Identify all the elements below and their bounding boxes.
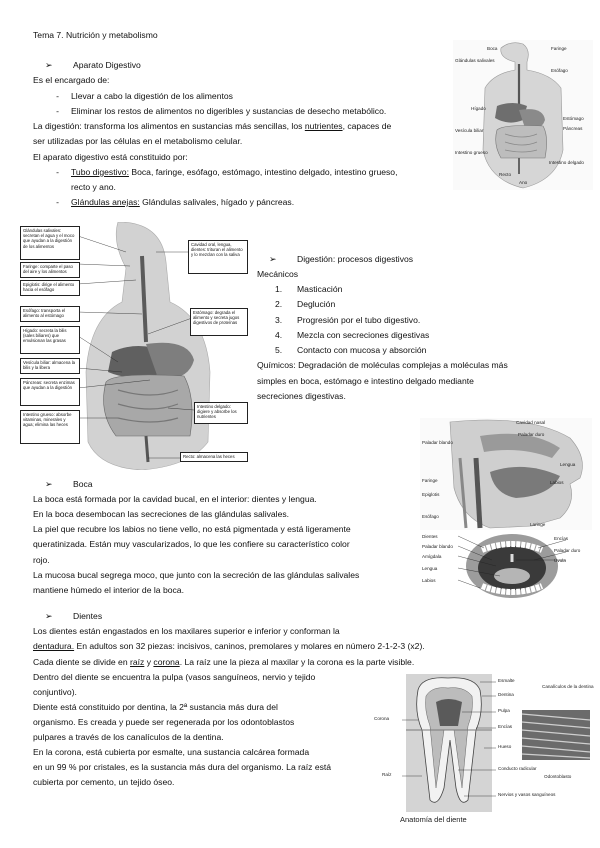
- dash-bullet-icon: -: [56, 197, 59, 207]
- label-higado: Hígado: [471, 106, 486, 111]
- label-esofago: Esófago: [551, 68, 568, 73]
- label-pancreas: Páncreas: [563, 126, 583, 131]
- list-item: 5. Contacto con mucosa y absorción: [275, 345, 427, 355]
- label-ano: Ano: [519, 180, 528, 185]
- mouth-heading: ➢ Boca: [33, 477, 93, 493]
- dash-bullet-icon: -: [56, 91, 59, 101]
- label-labios: Labios: [422, 578, 436, 583]
- tooth-anatomy-figure: [372, 670, 594, 820]
- process-box: Cavidad oral, lengua, dientes: trituran el alimento y lo mezclan con la saliva: [188, 240, 248, 274]
- label-vesicula: Vesícula biliar: [455, 128, 484, 133]
- label-paladar-blando: Paladar blando: [422, 440, 453, 445]
- mouth-paragraph: En la boca desembocan las secreciones de las glándulas salivales.: [33, 509, 290, 519]
- label-uvula: Úvula: [554, 558, 566, 563]
- teeth-paragraph: conjuntivo).: [33, 687, 77, 697]
- processes-heading: ➢ Digestión: procesos digestivos: [257, 252, 413, 268]
- tube-item-cont: recto y ano.: [71, 182, 116, 192]
- label-recto: Recto: [499, 172, 512, 177]
- label-dientes: Dientes: [422, 534, 438, 539]
- role-item: - Eliminar los restos de alimentos no digeribles y sustancias de desecho metabólico.: [33, 104, 386, 120]
- mechanical-label: Mecánicos: [257, 269, 299, 279]
- label-odontoblasto: Odontoblasto: [544, 774, 572, 779]
- page-title: Tema 7. Nutrición y metabolismo: [33, 30, 158, 40]
- teeth-paragraph: Cada diente se divide en raíz y corona. La raíz une la pieza al maxilar y la corona es la parte visible.: [33, 657, 415, 667]
- process-box: Estómago: degrada el alimento y secreta jugos digestivos de proteínas: [190, 308, 248, 336]
- process-box: Glándulas salivales: secretan el agua y el moco que ayudan a la digestión de los alimentos: [20, 226, 80, 260]
- process-box: Recto: almacena las heces: [180, 452, 248, 462]
- arrow-bullet-icon: ➢: [45, 479, 53, 489]
- mouth-paragraph-cont: mantiene húmedo el interior de la boca.: [33, 585, 184, 595]
- teeth-paragraph: Dentro del diente se encuentra la pulpa (vasos sanguíneos, nervio y tejido: [33, 672, 316, 682]
- digestion-definition-cont: ser utilizadas por las células en el metabolismo celular.: [33, 136, 243, 146]
- teeth-paragraph: en un 99 % por cristales, es la sustancia más dura del organismo. La raíz está: [33, 762, 332, 772]
- process-box: Hígado: secreta la bilis (sales biliares) que emulsionan las grasas: [20, 326, 80, 354]
- dash-bullet-icon: -: [56, 106, 59, 116]
- process-box: Páncreas: secreta enzimas que ayudan a la digestión: [20, 378, 80, 406]
- list-item: 3. Progresión por el tubo digestivo.: [275, 315, 421, 325]
- mouth-section-figure: [420, 418, 592, 530]
- digestive-heading: ➢ Aparato Digestivo: [33, 58, 141, 74]
- teeth-paragraph: Diente está constituido por dentina, la 2ª sustancia más dura del: [33, 702, 278, 712]
- digestive-process-figure: [18, 222, 250, 470]
- tooth-figure-caption: Anatomía del diente: [400, 815, 467, 824]
- list-item: 2. Deglución: [275, 299, 336, 309]
- label-intestino-delgado: Intestino delgado: [549, 160, 584, 165]
- formed-by: El aparato digestivo está constituido por:: [33, 152, 188, 162]
- label-estomago: Estómago: [563, 116, 584, 121]
- label-labios: Labios: [550, 480, 564, 485]
- tube-item: - Tubo digestivo: Boca, faringe, esófago, estómago, intestino delgado, intestino grueso,: [33, 165, 397, 181]
- process-box: Intestino grueso: absorbe vitaminas, minerales y agua; elimina las heces: [20, 410, 80, 444]
- chemical-text: Químicos: Degradación de moléculas complejas a moléculas más: [257, 360, 508, 370]
- process-box: Intestino delgado: digiere y absorbe los nutrientes: [194, 402, 248, 424]
- label-lengua: Lengua: [560, 462, 576, 467]
- label-nervios: Nervios y vasos sanguíneos: [498, 792, 556, 797]
- label-laringe: Laringe: [530, 522, 546, 527]
- arrow-bullet-icon: ➢: [269, 254, 277, 264]
- open-mouth-figure: [420, 530, 592, 602]
- mouth-paragraph-cont: queratinizada. Están muy vascularizados, lo que les confiere su característico color: [33, 539, 350, 549]
- teeth-paragraph: organismo. Es creada y puede ser regenerada por los odontoblastos: [33, 717, 295, 727]
- process-box: Faringe: comparte el paso del aire y los alimentos: [20, 262, 80, 278]
- role-item: - Llevar a cabo la digestión de los alimentos: [33, 89, 233, 105]
- label-faringe: Faringe: [551, 46, 567, 51]
- label-esmalte: Esmalte: [498, 678, 515, 683]
- digestive-intro: Es el encargado de:: [33, 75, 110, 85]
- label-epiglotis: Epiglotis: [422, 492, 440, 497]
- label-encias: Encías: [554, 536, 569, 541]
- digestion-definition: La digestión: transforma los alimentos en sustancias más sencillas, los nutrientes, capaces de: [33, 121, 392, 131]
- label-conducto: Conducto radicular: [498, 766, 537, 771]
- label-dentina: Dentina: [498, 692, 514, 697]
- dash-bullet-icon: -: [56, 167, 59, 177]
- glands-item: - Glándulas anejas: Glándulas salivales, hígado y páncreas.: [33, 195, 294, 211]
- process-box: Esófago: transporta el alimento al estómago: [20, 306, 80, 322]
- label-amigdala: Amígdala: [422, 554, 442, 559]
- list-item: 1. Masticación: [275, 284, 343, 294]
- teeth-paragraph: En la corona, está cubierta por esmalte, una sustancia calcárea formada: [33, 747, 310, 757]
- label-paladar-duro: Paladar duro: [554, 548, 581, 553]
- label-raiz: Raíz: [382, 772, 392, 777]
- label-canaliculos: Canalículos de la dentina: [542, 684, 594, 689]
- label-corona: Corona: [374, 716, 390, 721]
- label-paladar-blando: Paladar blando: [422, 544, 453, 549]
- process-box: Vesícula biliar: almacena la bilis y la libera: [20, 358, 80, 374]
- digestive-system-figure: [453, 40, 593, 190]
- teeth-heading: ➢ Dientes: [33, 609, 102, 625]
- mouth-section-illustration: [420, 418, 592, 530]
- teeth-paragraph: Los dientes están engastados en los maxilares superior e inferior y conforman la: [33, 626, 340, 636]
- label-lengua: Lengua: [422, 566, 438, 571]
- label-cavidad-nasal: Cavidad nasal: [516, 420, 546, 425]
- label-pulpa: Pulpa: [498, 708, 510, 713]
- label-encias: Encías: [498, 724, 513, 729]
- tooth-anatomy-illustration: [372, 670, 594, 820]
- label-faringe: Faringe: [422, 478, 438, 483]
- list-item: 4. Mezcla con secreciones digestivas: [275, 330, 430, 340]
- label-paladar-duro: Paladar duro: [518, 432, 545, 437]
- process-box: Epiglotis: dirige el alimento hacia el esófago: [20, 280, 80, 296]
- label-boca: Boca: [487, 46, 498, 51]
- teeth-paragraph: pulpares a través de los canalículos de la dentina.: [33, 732, 224, 742]
- mouth-paragraph: La boca está formada por la cavidad bucal, en el interior: dientes y lengua.: [33, 494, 317, 504]
- arrow-bullet-icon: ➢: [45, 611, 53, 621]
- mouth-paragraph: La piel que recubre los labios no tiene vello, no está pigmentada y está ligeramente: [33, 524, 351, 534]
- mouth-paragraph: La mucosa bucal segrega moco, que junto con la secreción de las glándulas salivales: [33, 570, 360, 580]
- label-hueso: Hueso: [498, 744, 512, 749]
- chemical-text-cont: secreciones digestivas.: [257, 391, 346, 401]
- chemical-text-cont: simples en boca, estómago e intestino delgado mediante: [257, 376, 474, 386]
- label-esofago: Esófago: [422, 514, 439, 519]
- label-glandulas-salivales: Glándulas salivales: [455, 58, 495, 63]
- mouth-paragraph-cont: rojo.: [33, 555, 50, 565]
- teeth-paragraph: dentadura. En adultos son 32 piezas: incisivos, caninos, premolares y molares en número 2-1-2-3 (x2).: [33, 641, 425, 651]
- teeth-paragraph: cubierta por cemento, un tejido óseo.: [33, 777, 175, 787]
- arrow-bullet-icon: ➢: [45, 60, 53, 70]
- label-intestino-grueso: Intestino grueso: [455, 150, 488, 155]
